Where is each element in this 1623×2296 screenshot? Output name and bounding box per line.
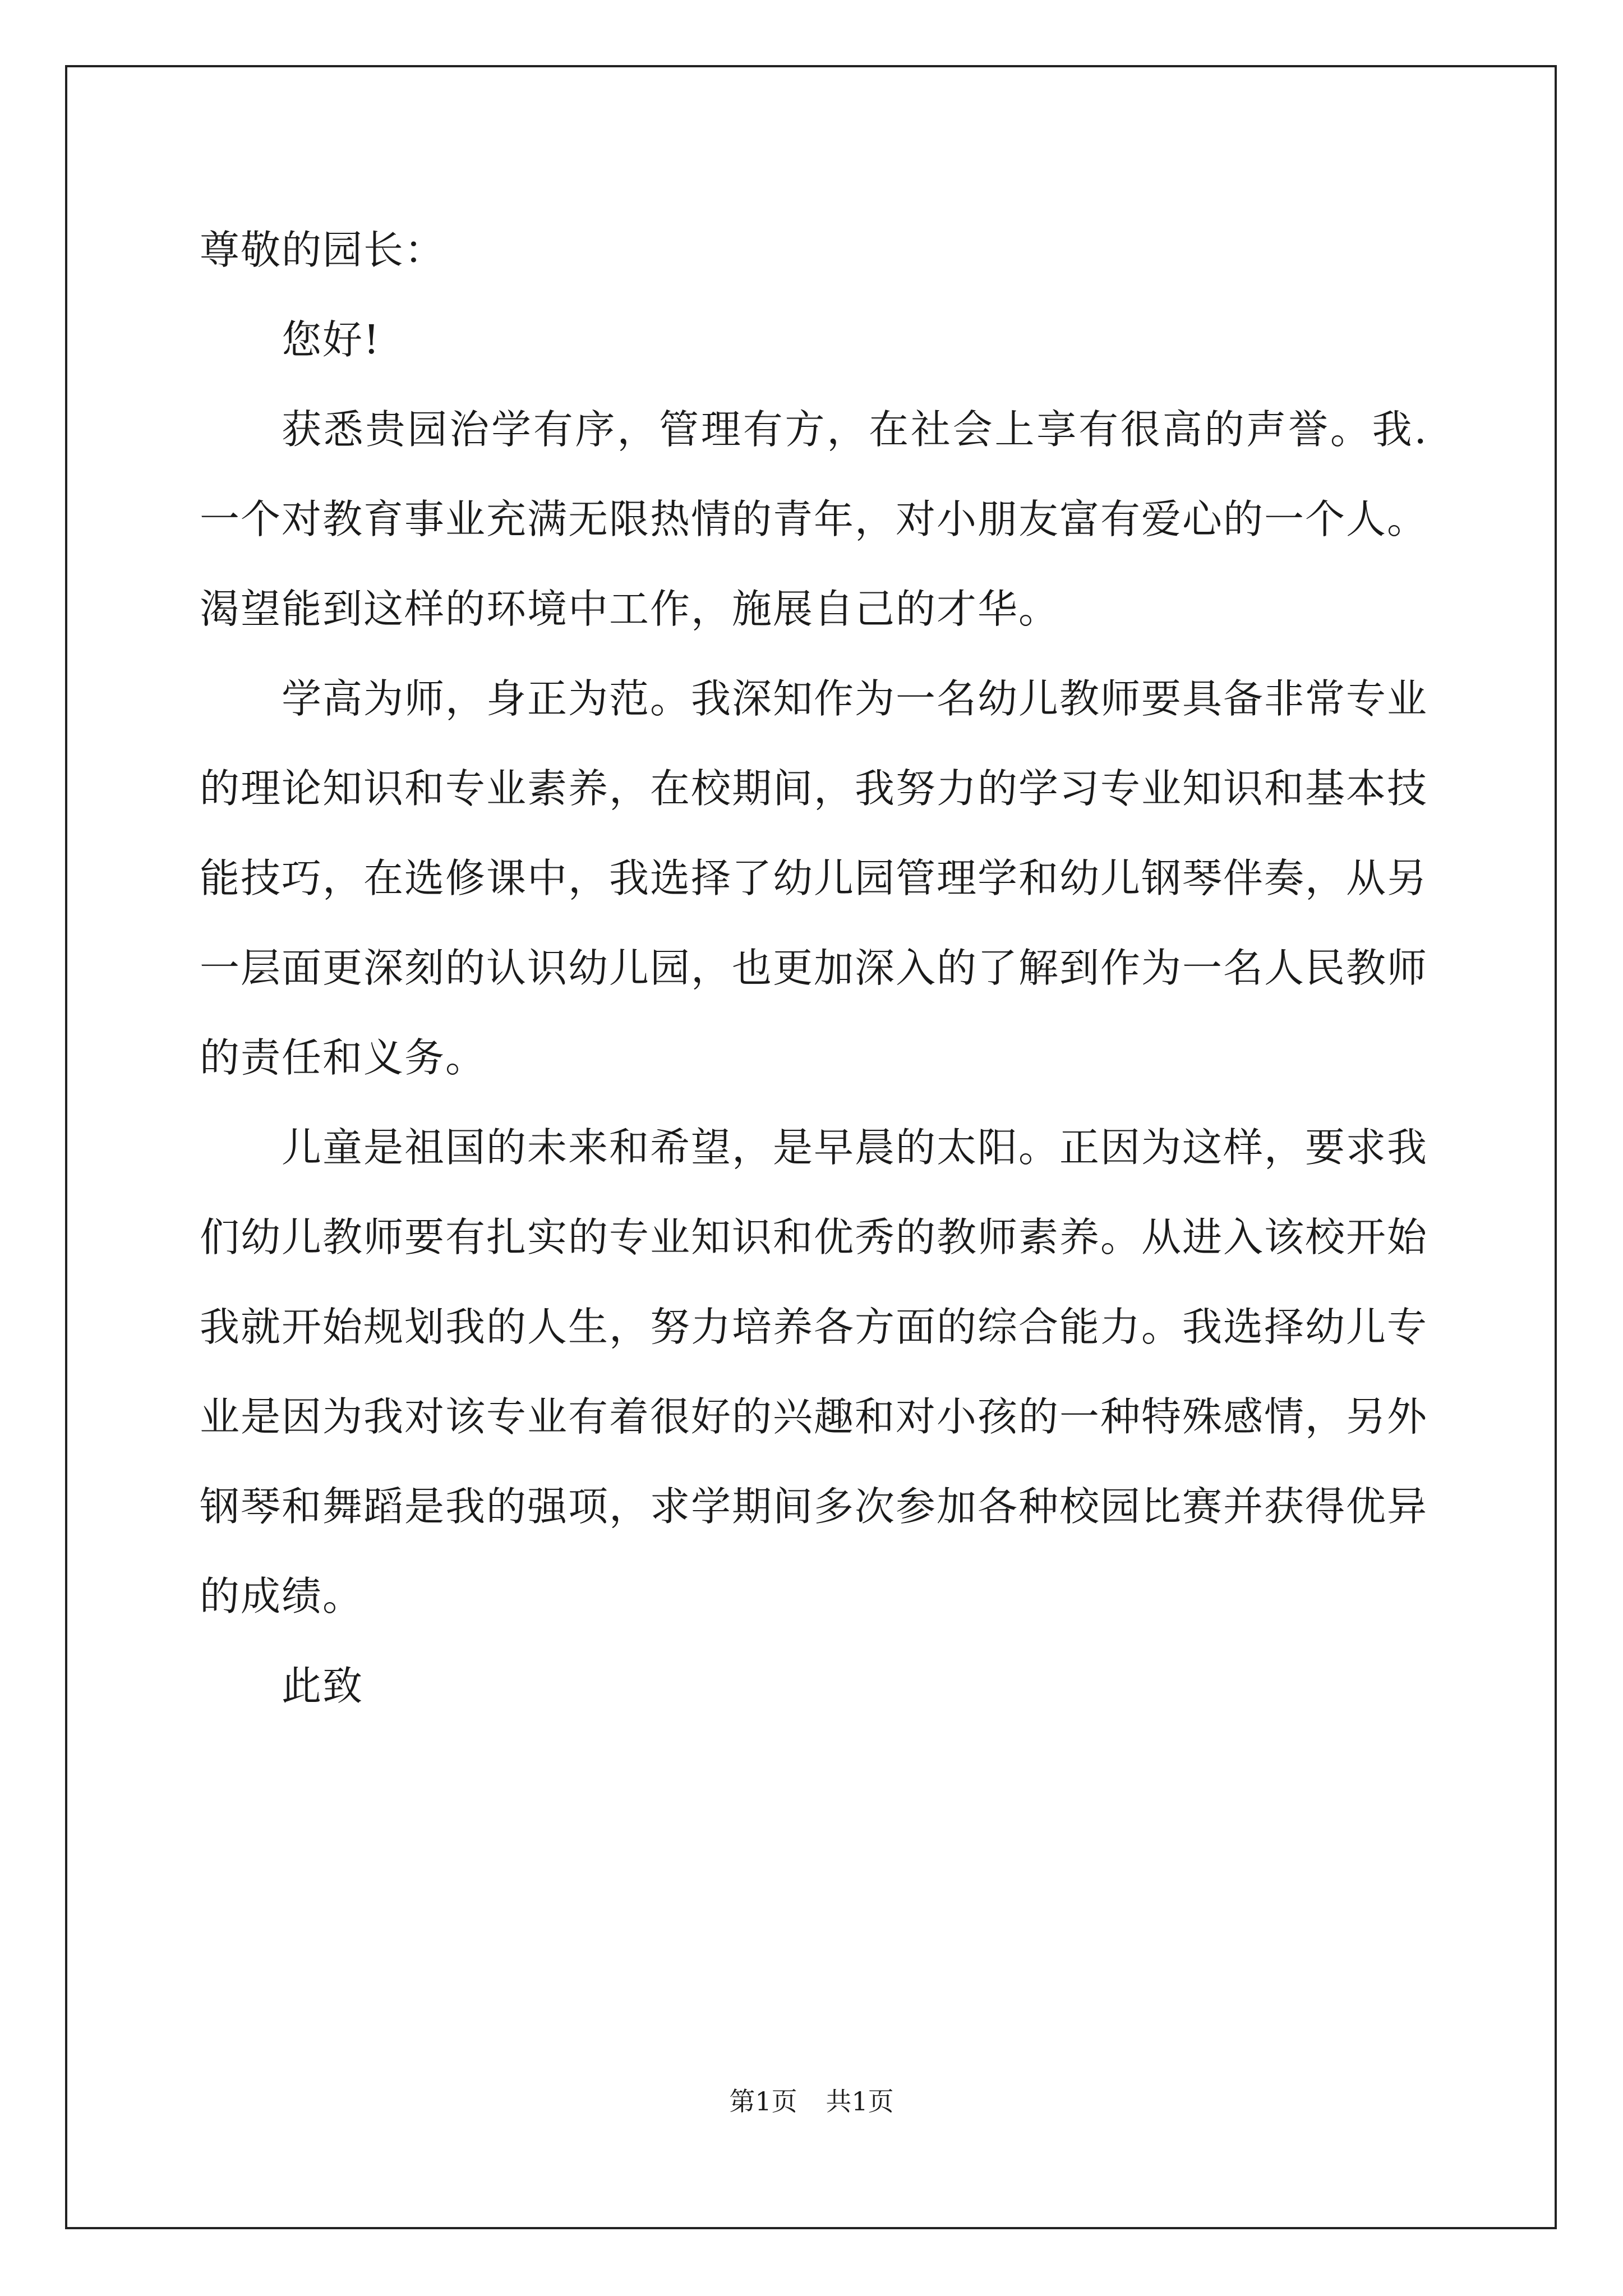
page-number-total: 共1页 xyxy=(826,2086,894,2116)
page-number-current: 第1页 xyxy=(729,2086,797,2116)
letter-paragraph: 获悉贵园治学有序，管理有方，在社会上享有很高的声誉。我.一个对教育事业充满无限热情的青年，对小朋友富有爱心的一个人。渴望能到这样的环境中工作，施展自己的才华。 xyxy=(200,406,1428,632)
letter-salutation: 尊敬的园长： xyxy=(200,227,446,273)
letter-paragraph: 儿童是祖国的未来和希望，是早晨的太阳。正因为这样，要求我们幼儿教师要有扎实的专业知识和优秀的教师素养。从进入该校开始我就开始规划我的人生，努力培养各方面的综合能力。我选择幼儿专业是因为我对该专业有着很好的兴趣和对小孩的一种特殊感情，另外钢琴和舞蹈是我的强项，求学期间多次参加各种校园比赛并获得优异的成绩。 xyxy=(200,1124,1428,1619)
page-footer xyxy=(0,2085,1623,2118)
letter-closing: 此致 xyxy=(282,1663,364,1709)
letter-greeting: 您好! xyxy=(282,316,381,363)
letter-body xyxy=(200,205,1428,1731)
letter-paragraph: 学高为师，身正为范。我深知作为一名幼儿教师要具备非常专业的理论知识和专业素养，在校期间，我努力的学习专业知识和基本技能技巧，在选修课中，我选择了幼儿园管理学和幼儿钢琴伴奏，从另一层面更深刻的认识幼儿园，也更加深入的了解到作为一名人民教师的责任和义务。 xyxy=(200,675,1428,1081)
